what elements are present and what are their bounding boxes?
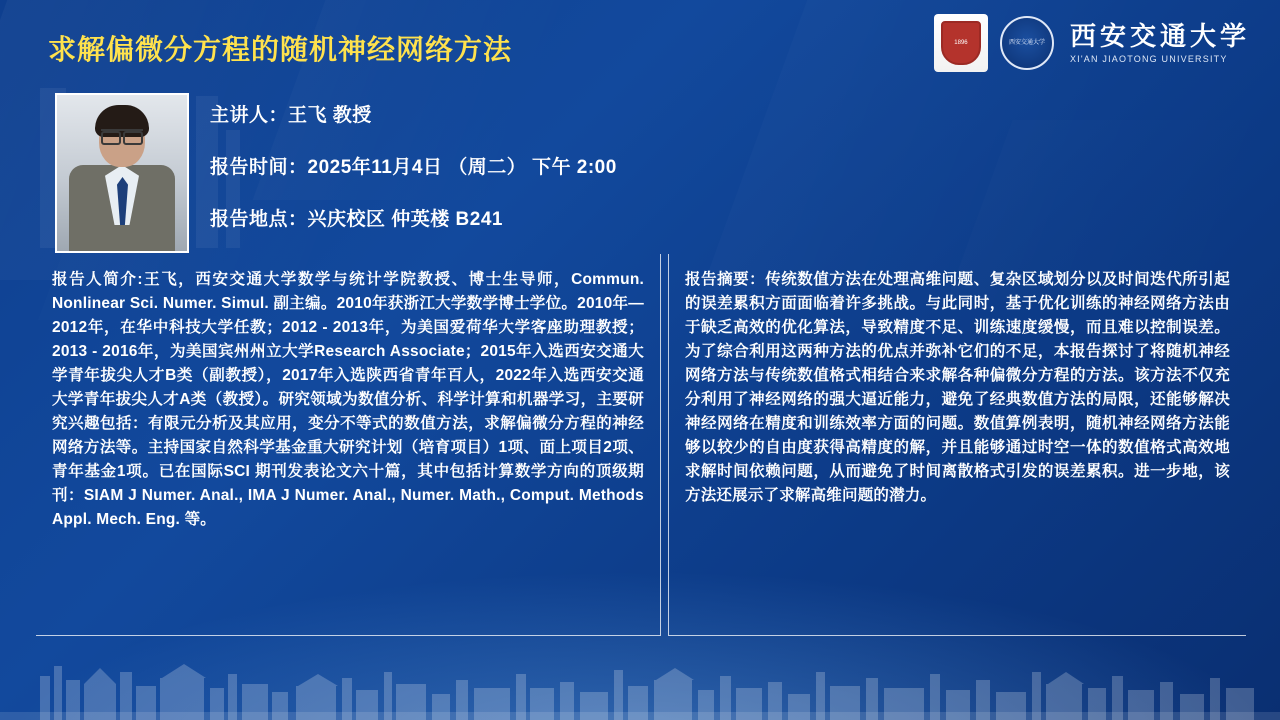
bio-text: 王飞，西安交通大学数学与统计学院教授、博士生导师，Commun. Nonlinear Sci. Numer. Simul. 副主编。2010年获浙江大学数学博士学位。2010年—2012年，在华中科技大学任教；2012 - 2013年，为美国爱荷华大学客座助理教授；2013 - 2016年，为美国宾州州立大学Research Associate；2015年入选西安交通大学青年拔尖人才B类（副教授），2017年入选陕西省青年百人，2022年入选西安交通大学青年拔尖人才A类（教授）。研究领域为数值分析、科学计算和机器学习，主要研究兴趣包括：有限元分析及其应用，变分不等式的数值方法，求解偏微分方程的神经网络方法等。主持国家自然科学基金重大研究计划（培育项目）1项、面上项目2项、青年基金1项。已在国际SCI 期刊发表论文六十篇，其中包括计算数学方向的顶级期刊：SIAM J Numer. Anal., IMA J Numer. Anal., Numer. Math., Comput. Methods Appl. Mech. Eng. 等。 xyxy=(52,271,645,529)
talk-venue-line: 报告地点：兴庆校区 仲英楼 B241 xyxy=(210,209,503,230)
skyline-decoration xyxy=(0,628,1280,720)
avatar xyxy=(55,93,189,253)
abstract-text: 传统数值方法在处理高维问题、复杂区域划分以及时间迭代所引起的误差累积方面面临着许多挑战。与此同时，基于优化训练的神经网络方法由于缺乏高效的优化算法，导致精度不足、训练速度缓慢，而且难以控制误差。为了综合利用这两种方法的优点并弥补它们的不足，本报告探讨了将随机神经网络方法与传统数值格式相结合来求解各种偏微分方程的方法。该方法不仅充分利用了神经网络的强大逼近能力，避免了经典数值方法的局限，还能够解决神经网络在精度和训练效率方面的问题。数值算例表明，随机神经网络方法能够以较少的自由度获得高精度的解，并且能够通过时空一体的数值格式高效地求解时间依赖问题，从而避免了时间离散格式引发的误差累积。进一步地，该方法还展示了求解高维问题的潜力。 xyxy=(685,271,1230,505)
bio-label: 报告人简介: xyxy=(52,271,143,288)
university-seal-icon xyxy=(1000,16,1054,70)
speaker-bio-panel xyxy=(36,254,661,636)
university-name-en: XI'AN JIAOTONG UNIVERSITY xyxy=(1069,53,1228,64)
abstract-panel xyxy=(668,254,1246,636)
crest-label: 1896 xyxy=(954,39,968,46)
seal-label: 西安交通大学 xyxy=(1008,39,1045,46)
talk-time-line: 报告时间：2025年11月4日 （周二） 下午 2:00 xyxy=(210,157,617,178)
header xyxy=(0,0,1280,86)
logo-group xyxy=(934,14,1250,72)
university-name-cn: 西安交通大学 xyxy=(1069,20,1250,51)
page-title: 求解偏微分方程的随机神经网络方法 xyxy=(48,34,513,65)
abstract-label: 报告摘要： xyxy=(685,271,766,288)
university-crest-icon xyxy=(934,14,988,72)
speaker-info xyxy=(210,100,910,256)
university-name xyxy=(1069,20,1250,64)
speaker-name-line: 主讲人：王飞 教授 xyxy=(210,105,372,126)
